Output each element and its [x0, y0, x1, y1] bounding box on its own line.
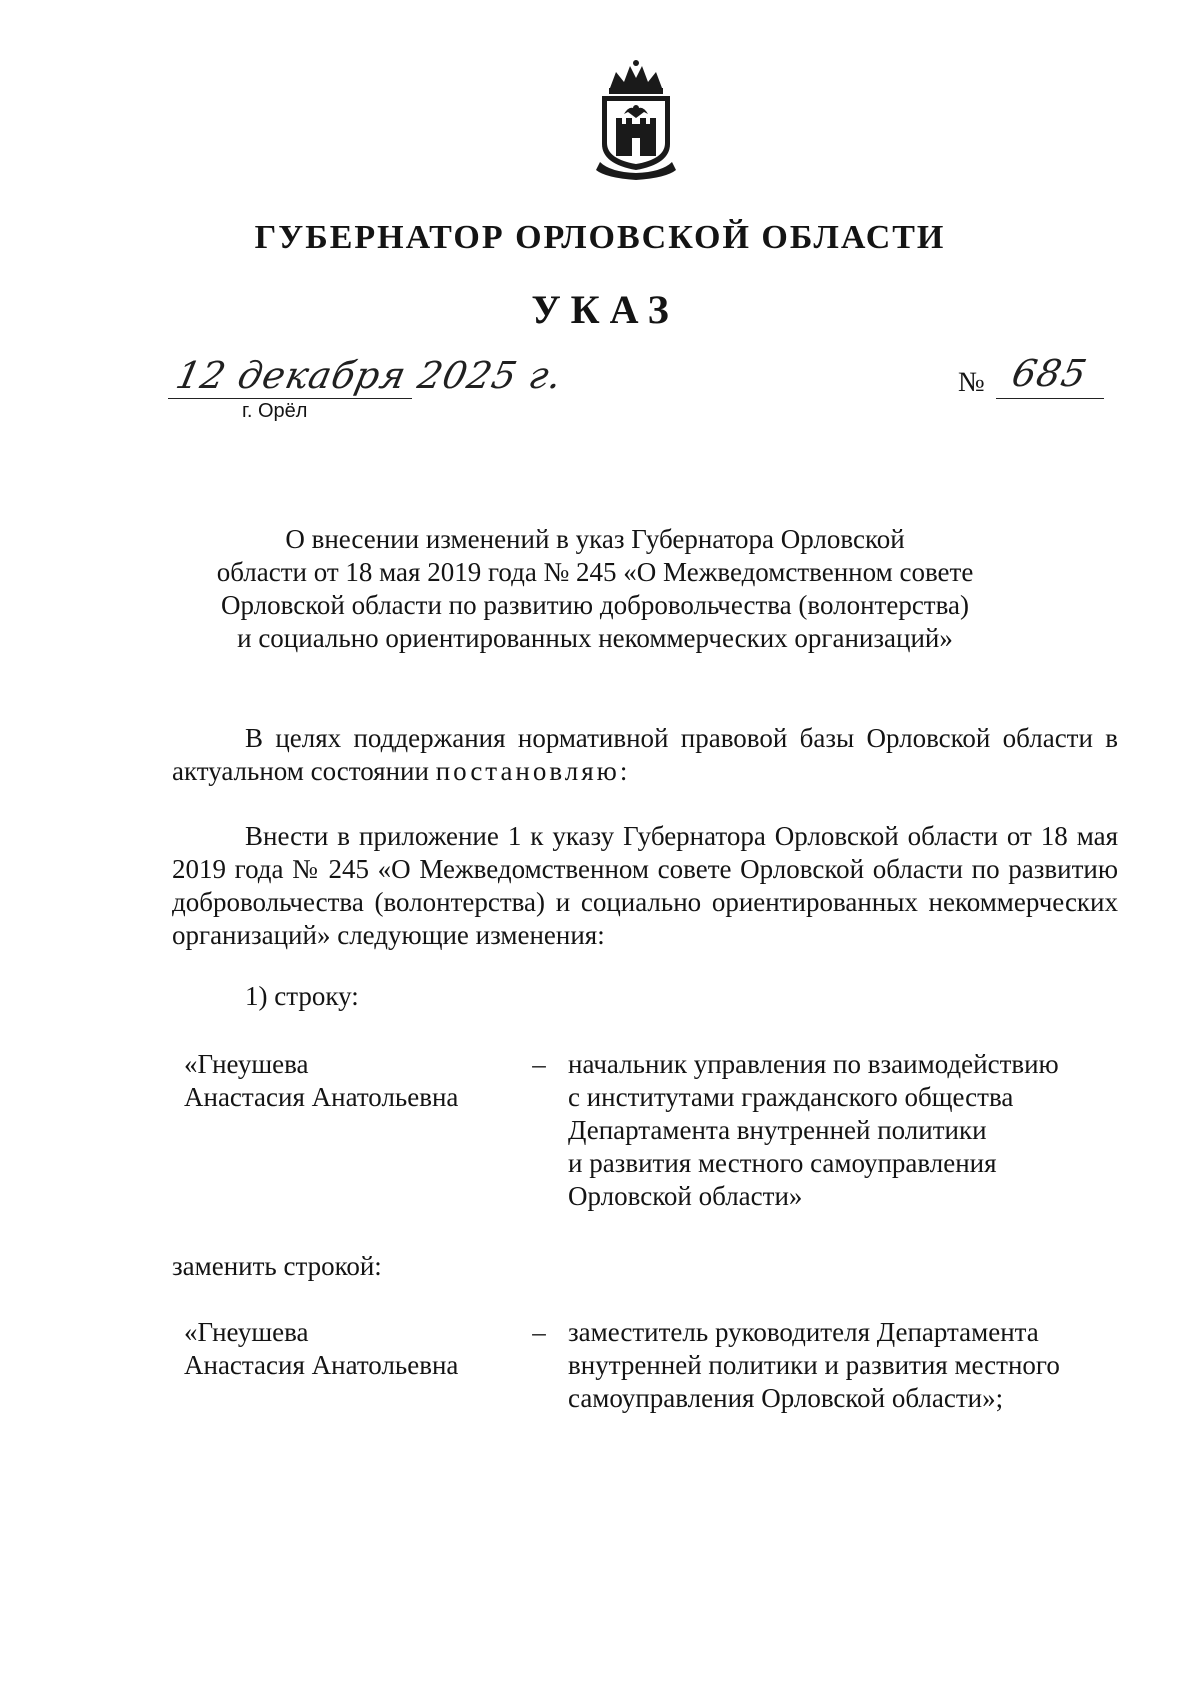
- document-type: УКАЗ: [531, 287, 679, 332]
- document-date: 12 декабря 2025 г.: [172, 354, 567, 397]
- person-position: [568, 1316, 1108, 1415]
- issuing-authority: ГУБЕРНАТОР ОРЛОВСКОЙ ОБЛАСТИ: [254, 219, 946, 256]
- position-line: заместитель руководителя Департамента: [568, 1317, 1039, 1347]
- document-city: г. Орёл: [242, 400, 308, 422]
- preamble-paragraph: [172, 722, 1118, 788]
- replace-label: заменить строкой:: [172, 1251, 382, 1281]
- position-line: Департамента внутренней политики: [568, 1115, 987, 1145]
- subject-line: О внесении изменений в указ Губернатора Орловской: [285, 524, 905, 554]
- position-line: Орловской области»: [568, 1181, 803, 1211]
- position-line: начальник управления по взаимодействию: [568, 1049, 1059, 1079]
- item-1-label: 1) строку:: [245, 981, 359, 1011]
- body-text: Внести в приложение 1 к указу Губернатора Орловской области от 18 мая 2019 года № 245 «О Межведомственном совете Орловской области по развитию добровольчества (волонтерства) и социально ориентированных некоммерческих организаций» следующие изменения:: [172, 821, 1118, 950]
- person-name: [184, 1316, 514, 1382]
- document-subject: [200, 523, 990, 655]
- old-row: [184, 1048, 1104, 1218]
- position-line: внутренней политики и развития местного: [568, 1350, 1060, 1380]
- new-row: [184, 1316, 1104, 1426]
- subject-line: области от 18 мая 2019 года № 245 «О Межведомственном совете: [216, 557, 974, 587]
- person-name: [184, 1048, 514, 1114]
- row-dash: –: [532, 1317, 546, 1347]
- preamble-verb: постановляю:: [435, 756, 631, 786]
- position-line: и развития местного самоуправления: [568, 1148, 997, 1178]
- preamble-text: В целях поддержания нормативной правовой базы Орловской области в актуальном состоянии: [172, 723, 1118, 786]
- subject-line: и социально ориентированных некоммерческих организаций»: [237, 623, 953, 653]
- position-line: с институтами гражданского общества: [568, 1082, 1014, 1112]
- row-dash: –: [532, 1049, 546, 1079]
- name-line: «Гнеушева: [184, 1317, 309, 1347]
- number-underline: [996, 398, 1104, 399]
- name-line: «Гнеушева: [184, 1049, 309, 1079]
- document-number: 685: [1008, 352, 1091, 395]
- coat-of-arms-icon: [592, 58, 680, 184]
- name-line: Анастасия Анатольевна: [184, 1082, 459, 1112]
- person-position: [568, 1048, 1108, 1213]
- position-line: самоуправления Орловской области»;: [568, 1383, 1004, 1413]
- body-paragraph: [172, 820, 1118, 952]
- subject-line: Орловской области по развитию добровольчества (волонтерства): [221, 590, 969, 620]
- name-line: Анастасия Анатольевна: [184, 1350, 459, 1380]
- number-sign: №: [958, 367, 985, 398]
